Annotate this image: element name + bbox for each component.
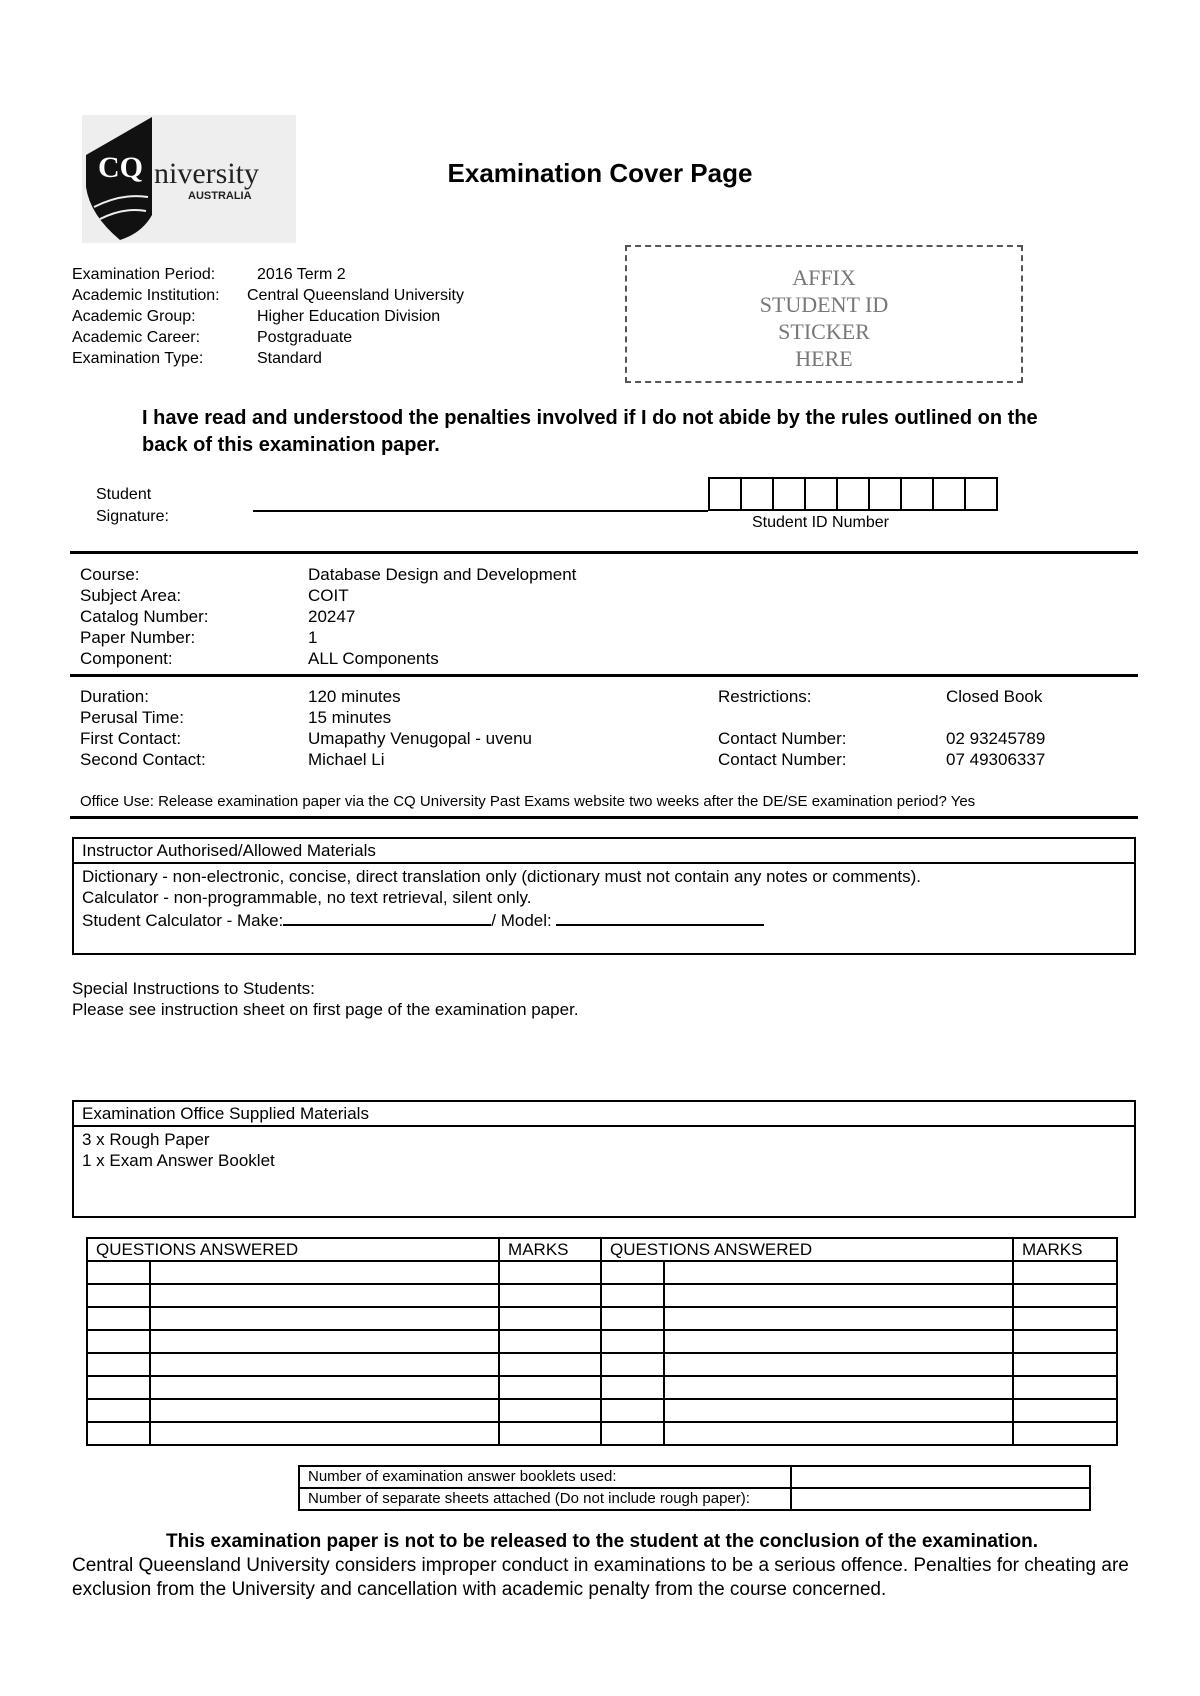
signature-label-line2: Signature: <box>96 508 169 525</box>
detail-label: Restrictions: <box>718 687 812 706</box>
svg-text:CQ: CQ <box>98 151 143 184</box>
exam-info-value: Standard <box>257 350 322 367</box>
detail-value: Michael Li <box>308 750 385 769</box>
allowed-materials-box <box>72 837 1136 955</box>
course-value: 20247 <box>308 607 356 626</box>
course-label: Component: <box>80 649 173 668</box>
table-header-row <box>87 1238 1117 1261</box>
supplied-material-item: 3 x Rough Paper <box>82 1130 210 1149</box>
course-value: 1 <box>308 628 318 647</box>
sticker-line: STICKER <box>778 319 870 344</box>
supplied-material-item: 1 x Exam Answer Booklet <box>82 1151 275 1170</box>
table-row[interactable] <box>87 1284 1117 1307</box>
exam-info-label: Academic Career: <box>72 329 201 346</box>
footer-notice <box>72 1530 1132 1602</box>
calculator-model-label: / Model: <box>491 911 552 930</box>
table-row[interactable] <box>87 1422 1117 1445</box>
id-digit-box[interactable] <box>966 479 998 511</box>
footer-warning: This examination paper is not to be released to the student at the conclusion of the examination. <box>165 1531 1039 1552</box>
questions-answered-table <box>86 1237 1118 1446</box>
sticker-line: STUDENT ID <box>759 292 889 317</box>
student-id-label: Student ID Number <box>752 514 889 531</box>
detail-value: 120 minutes <box>308 687 401 706</box>
special-instructions-heading: Special Instructions to Students: <box>72 979 315 998</box>
table-row <box>299 1466 1090 1488</box>
exam-info-value: Postgraduate <box>257 329 353 346</box>
questions-header: QUESTIONS ANSWERED <box>87 1238 499 1261</box>
allowed-material-item: Calculator - non-programmable, no text retrieval, silent only. <box>82 888 532 907</box>
id-digit-box[interactable] <box>774 479 806 511</box>
exam-info-value: Central Queensland University <box>247 287 464 304</box>
supplied-materials-box <box>72 1100 1136 1218</box>
questions-header: QUESTIONS ANSWERED <box>601 1238 1013 1261</box>
table-row[interactable] <box>87 1307 1117 1330</box>
student-id-boxes[interactable] <box>708 477 998 511</box>
exam-info-label: Academic Group: <box>72 308 196 325</box>
divider <box>70 551 1138 554</box>
exam-info-label: Examination Type: <box>72 350 204 367</box>
detail-value: Closed Book <box>946 687 1043 706</box>
detail-value: Umapathy Venugopal - uvenu <box>308 729 532 748</box>
detail-label: First Contact: <box>80 729 182 748</box>
table-row[interactable] <box>87 1376 1117 1399</box>
table-row <box>299 1488 1090 1510</box>
exam-info-value: 2016 Term 2 <box>257 266 346 283</box>
sheets-attached-field[interactable] <box>791 1488 1090 1510</box>
office-use-note: Office Use: Release examination paper via the CQ University Past Exams website two weeks after the DE/SE examination period? Yes <box>80 793 976 810</box>
id-digit-box[interactable] <box>870 479 902 511</box>
id-digit-box[interactable] <box>934 479 966 511</box>
footer-text: Central Queensland University considers improper conduct in examinations to be a serious offence. Penalties for cheating are exclusion from the University and cancellation with academic penalty from the course concerned. <box>72 1555 1129 1600</box>
allowed-material-item: Dictionary - non-electronic, concise, direct translation only (dictionary must not contain any notes or comments). <box>82 867 922 886</box>
id-digit-box[interactable] <box>742 479 774 511</box>
id-digit-box[interactable] <box>838 479 870 511</box>
detail-value: 07 49306337 <box>946 750 1046 769</box>
svg-text:niversity: niversity <box>154 157 259 190</box>
sticker-line: AFFIX <box>792 265 856 290</box>
sticker-line: HERE <box>795 346 853 371</box>
course-value: COIT <box>308 586 349 605</box>
detail-label: Duration: <box>80 687 149 706</box>
calculator-make-label: Student Calculator - Make: <box>82 911 284 930</box>
id-digit-box[interactable] <box>806 479 838 511</box>
table-row[interactable] <box>87 1399 1117 1422</box>
id-digit-box[interactable] <box>710 479 742 511</box>
detail-label: Second Contact: <box>80 750 206 769</box>
signature-line[interactable] <box>253 510 708 512</box>
table-row[interactable] <box>87 1330 1117 1353</box>
table-row[interactable] <box>87 1353 1117 1376</box>
allowed-materials-header: Instructor Authorised/Allowed Materials <box>74 839 1134 864</box>
divider <box>70 816 1138 819</box>
divider <box>70 674 1138 677</box>
table-row[interactable] <box>87 1261 1117 1284</box>
student-id-sticker-area <box>625 245 1023 383</box>
detail-value: 02 93245789 <box>946 729 1046 748</box>
signature-label-line1: Student <box>96 486 152 503</box>
exam-info-label: Academic Institution: <box>72 287 220 304</box>
course-label: Subject Area: <box>80 586 182 605</box>
course-label: Paper Number: <box>80 628 196 647</box>
detail-label: Contact Number: <box>718 729 847 748</box>
booklets-used-label: Number of examination answer booklets used: <box>299 1466 791 1488</box>
exam-info-value: Higher Education Division <box>257 308 441 325</box>
declaration: I have read and understood the penalties involved if I do not abide by the rules outlined on the back of this examination paper. <box>142 407 1038 456</box>
detail-label: Perusal Time: <box>80 708 184 727</box>
course-label: Course: <box>80 565 140 584</box>
calculator-model-field[interactable] <box>556 908 764 926</box>
page-title: Examination Cover Page <box>447 158 753 188</box>
calculator-make-field[interactable] <box>283 908 491 926</box>
sheets-attached-label: Number of separate sheets attached (Do not include rough paper): <box>299 1488 791 1510</box>
supplied-materials-header: Examination Office Supplied Materials <box>74 1102 1134 1127</box>
marks-header: MARKS <box>1013 1238 1117 1261</box>
course-value: ALL Components <box>308 649 439 668</box>
svg-text:AUSTRALIA: AUSTRALIA <box>188 190 252 202</box>
marks-header: MARKS <box>499 1238 601 1261</box>
course-value: Database Design and Development <box>308 565 577 584</box>
exam-info-label: Examination Period: <box>72 266 216 283</box>
course-label: Catalog Number: <box>80 607 209 626</box>
special-instructions-text: Please see instruction sheet on first page of the examination paper. <box>72 1000 579 1019</box>
booklets-used-field[interactable] <box>791 1466 1090 1488</box>
university-logo <box>82 115 296 243</box>
booklets-table <box>298 1465 1091 1511</box>
detail-label: Contact Number: <box>718 750 847 769</box>
detail-value: 15 minutes <box>308 708 392 727</box>
id-digit-box[interactable] <box>902 479 934 511</box>
calculator-line <box>82 908 1126 931</box>
